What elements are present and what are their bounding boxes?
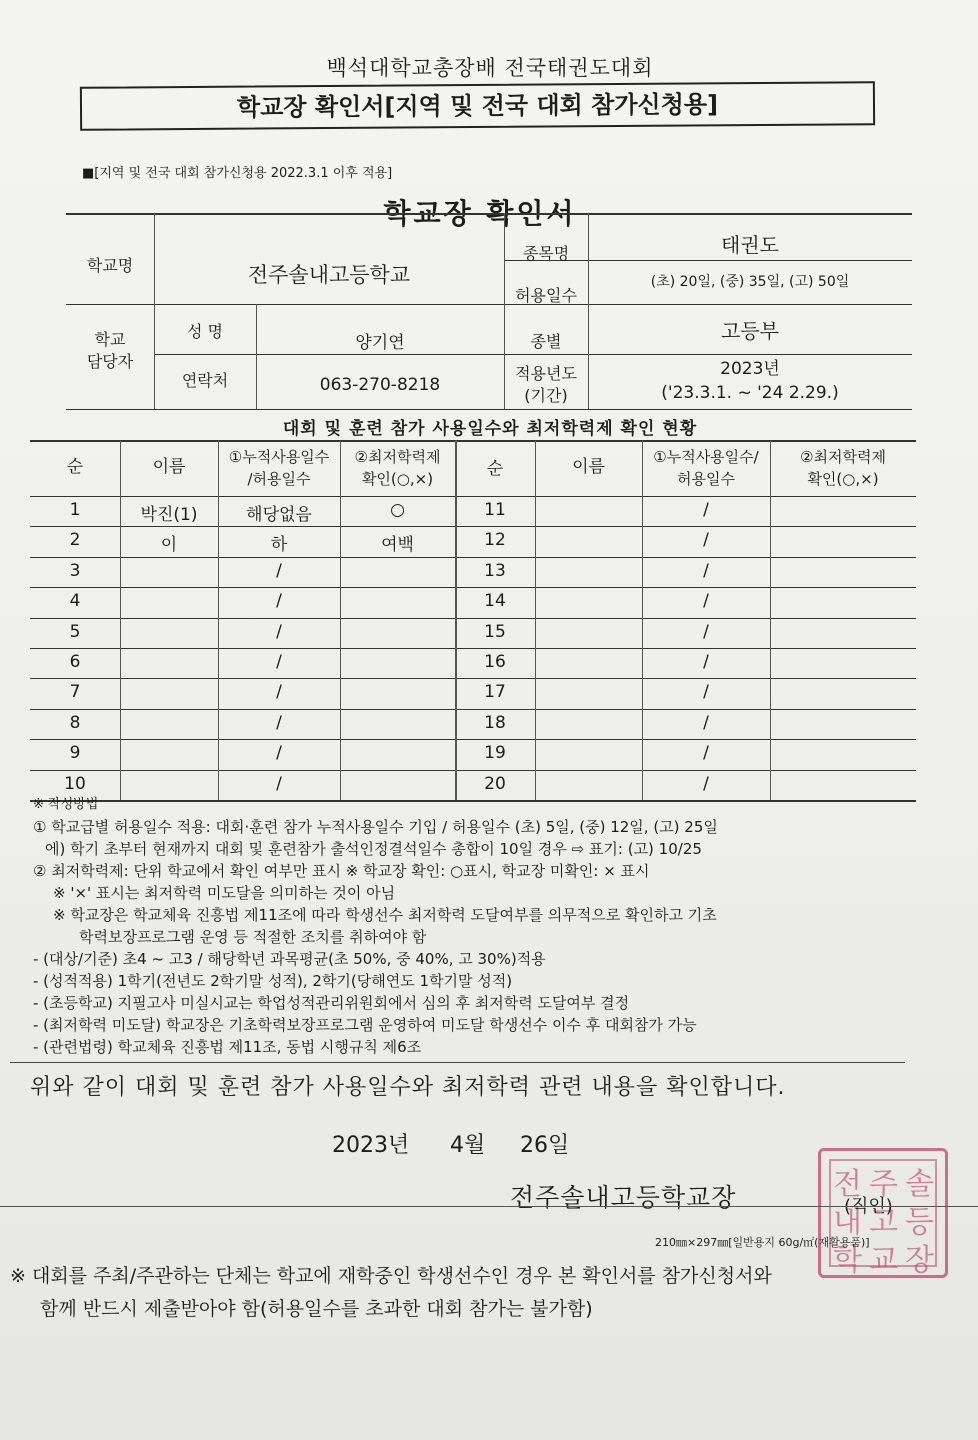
contact-value: 063-270-8218 [319, 375, 441, 395]
division-value: 고등부 [721, 319, 779, 343]
sport-label: 종목명 [522, 244, 570, 263]
col-acad-header-line2: 확인(○,×) [361, 470, 434, 488]
table-cell-days: / [703, 712, 709, 733]
table-cell-no: 18 [484, 712, 506, 733]
table-cell-no: 17 [484, 682, 506, 703]
col-acad-header-right [770, 446, 916, 490]
year-value [588, 357, 912, 405]
usage-table [30, 440, 916, 802]
table-cell-days: / [703, 560, 709, 581]
col-days-header [218, 446, 340, 490]
notes-divider [10, 1062, 905, 1063]
table-cell-acad: ○ [390, 500, 405, 520]
col-days-header-line2: /허용일수 [247, 470, 311, 488]
table-title: 대회 및 훈련 참가 사용일수와 최저학력제 확인 현황 [282, 419, 698, 439]
table-cell-days: / [703, 621, 709, 642]
contact-label: 연락처 [181, 371, 229, 390]
applicable-year: 2023년 [720, 359, 780, 379]
division-label: 종별 [530, 332, 562, 351]
note-line: - (대상/기준) 초4 ~ 고3 / 해당학년 과목평균(초 50%, 중 40%, 고 30%)적용 [33, 950, 546, 968]
note-line: 학력보장프로그램 운영 등 적절한 조치를 취하여야 함 [79, 928, 427, 946]
row-divider [30, 709, 916, 710]
table-cell-no: 8 [69, 712, 81, 733]
confirmation-statement: 위와 같이 대회 및 훈련 참가 사용일수와 최저학력 관련 내용을 확인합니다. [30, 1075, 786, 1100]
table-cell-no: 13 [484, 560, 506, 581]
year-label [504, 363, 588, 407]
table-cell-no: 19 [484, 743, 506, 764]
row-divider [30, 648, 916, 649]
col-acad-header-right-line2: 확인(○,×) [807, 470, 879, 488]
col-days-header-right-line1: ①누적사용일수/ [653, 448, 759, 466]
row-divider [30, 557, 916, 558]
event-title: 백석대학교총장배 전국태권도대회 [326, 56, 654, 80]
table-cell-days: 해당없음 [246, 505, 312, 525]
footer-line: 함께 반드시 제출받아야 함(허용일수를 초과한 대회 참가는 불가함) [40, 1298, 593, 1320]
year-label-line2: (기간) [524, 386, 568, 405]
row-divider [30, 770, 916, 771]
col-acad-header [340, 446, 455, 490]
principal-signature: 전주솔내고등학교장 [510, 1183, 737, 1212]
col-days-header-right [642, 446, 770, 490]
table-cell-days: 하 [270, 535, 288, 556]
notes-heading: ※ 작성방법 [33, 797, 99, 812]
col-name-header-right: 이름 [572, 457, 605, 477]
table-cell-no: 14 [484, 591, 506, 612]
date-day: 26일 [520, 1133, 570, 1158]
table-cell-days: / [276, 621, 282, 642]
table-cell-no: 2 [69, 530, 81, 551]
table-cell-days: / [276, 591, 282, 612]
table-cell-days: / [276, 712, 282, 733]
table-cell-days: / [703, 773, 709, 794]
col-acad-header-line1: ②최저학력제 [354, 448, 441, 466]
table-cell-days: / [276, 682, 282, 703]
applicable-period: ('23.3.1. ~ '24 2.29.) [661, 383, 839, 403]
table-cell-no: 16 [484, 652, 506, 672]
row-divider [30, 526, 916, 527]
table-cell-days: / [703, 591, 709, 612]
date-year: 2023년 [332, 1133, 410, 1158]
col-name-header: 이름 [152, 457, 186, 477]
table-cell-no: 1 [69, 500, 81, 520]
table-cell-no: 3 [69, 560, 81, 581]
sport-value: 태권도 [721, 233, 779, 257]
table-cell-no: 7 [69, 682, 81, 703]
official-seal: 전 주 솔 내 고 등 학 교 장 [818, 1148, 948, 1278]
table-cell-no: 11 [484, 500, 506, 520]
table-cell-days: / [276, 773, 282, 794]
table-cell-days: / [703, 743, 709, 764]
date-month: 4월 [450, 1133, 486, 1158]
year-label-line1: 적용년도 [515, 364, 577, 383]
table-cell-days: / [703, 652, 709, 672]
note-line: ※ '×' 표시는 최저학력 미도달을 의미하는 것이 아님 [53, 884, 396, 902]
table-cell-acad: 여백 [381, 535, 414, 556]
col-days-header-line1: ①누적사용일수 [228, 448, 330, 466]
table-cell-days: / [703, 682, 709, 703]
table-cell-days: / [276, 560, 282, 581]
allowed-days-value: (초) 20일, (중) 35일, (고) 50일 [650, 274, 850, 290]
footer-divider [0, 1206, 978, 1207]
writing-instructions [33, 794, 933, 1058]
table-cell-no: 20 [484, 773, 506, 794]
col-no-header: 순 [66, 457, 84, 477]
footer-line: ※ 대회를 주최/주관하는 단체는 학교에 재학중인 학생선수인 경우 본 확인서를 참가신청서와 [10, 1265, 772, 1287]
col-days-header-right-line2: 허용일수 [677, 470, 735, 488]
note-line: - (초등학교) 지필고사 미실시교는 학업성적관리위원회에서 심의 후 최저학력 도달여부 결정 [33, 994, 630, 1012]
table-cell-no: 10 [64, 773, 86, 794]
info-grid [66, 213, 912, 410]
table-cell-no: 15 [484, 621, 506, 642]
school-name: 전주솔내고등학교 [247, 263, 411, 287]
allowed-days-label: 허용일수 [515, 286, 577, 305]
row-divider [30, 739, 916, 740]
form-note: ■[지역 및 전국 대회 참가신청용 2022.3.1 이후 적용] [82, 166, 393, 181]
school-label: 학교명 [86, 256, 134, 275]
row-divider [30, 587, 916, 588]
note-line: - (최저학력 미도달) 학교장은 기초학력보장프로그램 운영하여 미도달 학생선수 이수 후 대회참가 가능 [33, 1016, 697, 1034]
footer-note [10, 1260, 950, 1326]
name-label: 성 명 [187, 322, 223, 341]
table-cell-days: / [276, 743, 282, 764]
manager-label [66, 329, 154, 373]
table-cell-days: / [703, 530, 709, 551]
form-title-box: 학교장 확인서[지역 및 전국 대회 참가신청용] [80, 81, 875, 131]
seal-label: (직인) [844, 1196, 893, 1217]
manager-name: 양기연 [355, 333, 405, 353]
note-line: ① 학교급별 허용일수 적용: 대회·훈련 참가 누적사용일수 기입 / 허용일수 (초) 5일, (중) 12일, (고) 25일 [33, 818, 718, 836]
note-line: ※ 학교장은 학교체육 진흥법 제11조에 따라 학생선수 최저학력 도달여부를 의무적으로 확인하고 기초 [53, 906, 717, 924]
table-cell-no: 4 [69, 591, 81, 612]
note-line: - (성적적용) 1학기(전년도 2학기말 성적), 2학기(당해연도 1학기말 성적) [33, 972, 513, 990]
table-cell-name: 박진(1) [140, 505, 198, 525]
note-line: ② 최저학력제: 단위 학교에서 확인 여부만 표시 ※ 학교장 확인: ○표시, 학교장 미확인: × 표시 [33, 862, 650, 880]
col-acad-header-right-line1: ②최저학력제 [800, 448, 886, 466]
row-divider [30, 678, 916, 679]
row-divider [30, 618, 916, 619]
table-cell-no: 5 [69, 621, 81, 642]
table-cell-days: / [276, 652, 282, 672]
table-cell-days: / [703, 500, 709, 520]
table-cell-no: 9 [69, 743, 81, 764]
document-title: 학교장 확인서 [383, 197, 577, 230]
col-no-header-right: 순 [486, 459, 504, 479]
table-cell-no: 12 [484, 530, 506, 551]
table-cell-no: 6 [69, 652, 81, 672]
paper-spec: 210㎜×297㎜[일반용지 60g/㎡(재활용품)] [655, 1236, 870, 1249]
manager-label-line2: 담당자 [86, 352, 134, 371]
table-cell-name: 이 [160, 535, 178, 556]
note-line: - (관련법령) 학교체육 진흥법 제11조, 동법 시행규칙 제6조 [33, 1038, 422, 1056]
note-line: 에) 학기 초부터 현재까지 대회 및 훈련참가 출석인정결석일수 총합이 10일 경우 ⇨ 표기: (고) 10/25 [45, 840, 702, 858]
manager-label-line1: 학교 [94, 330, 126, 349]
